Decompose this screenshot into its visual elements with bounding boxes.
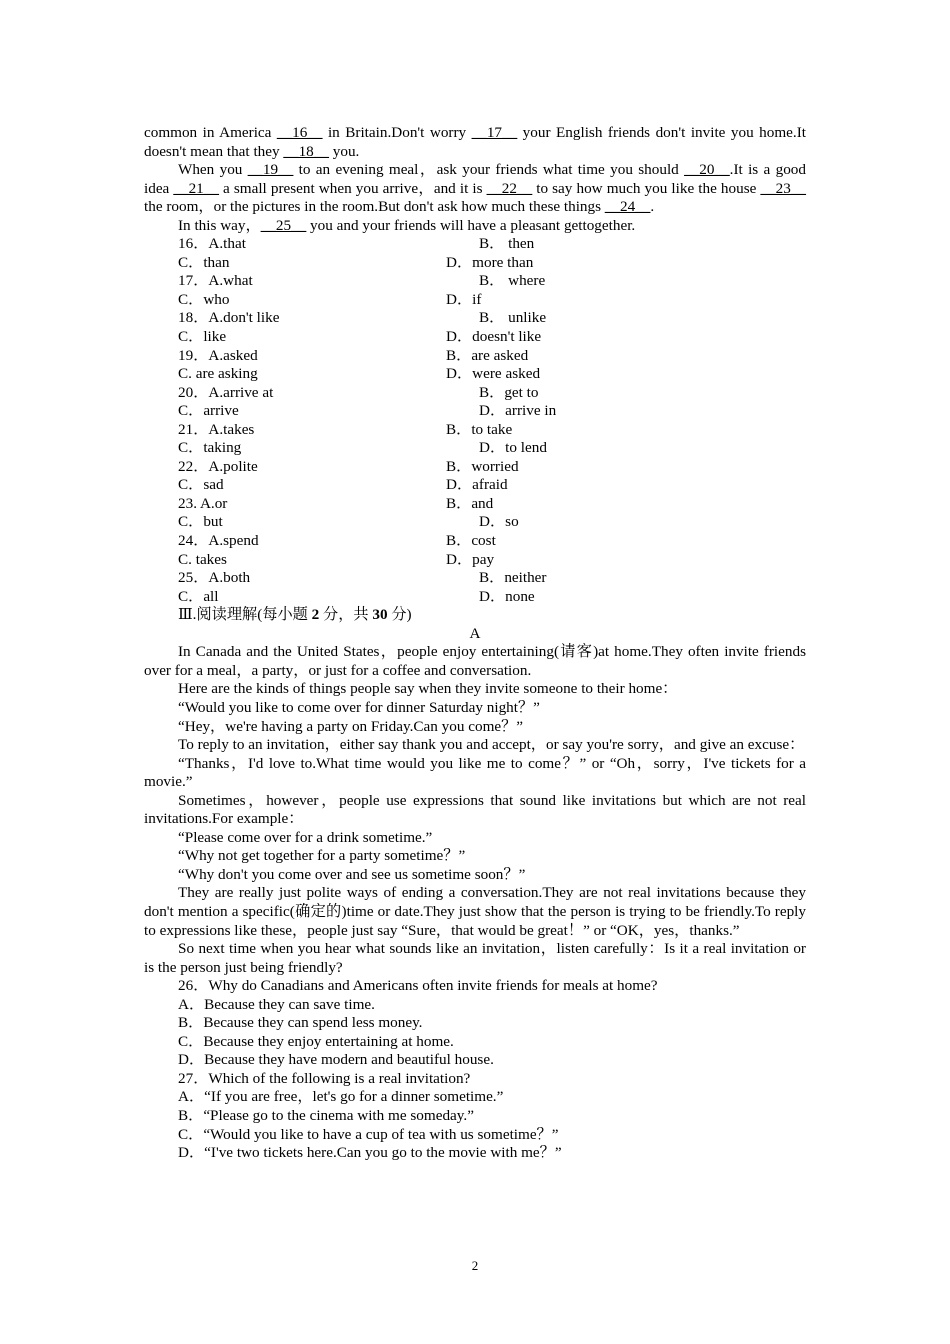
option-right: D．pay [446,550,495,568]
blank-24: __24__ [604,198,651,216]
text: you and your friends will have a pleasant gettogether. [306,216,636,234]
text: .It is a good idea [144,161,806,197]
question-option: D．Because they have modern and beautiful house. [178,1051,494,1069]
cloze-options [144,235,806,606]
reading-paragraph: Sometimes，however，people use expressions that sound like invitations but which are not real invitations.For example： [144,791,806,828]
option-row [144,458,806,477]
option-left: 23. A.or [178,494,228,512]
option-right: D．if [446,290,482,308]
option-right: D．to lend [479,439,547,457]
option-left: 25．A.both [178,569,251,587]
cloze-paragraph-2 [144,161,806,217]
question-option: A．“If you are free，let's go for a dinner sometime.” [178,1088,504,1106]
text: 30 [372,606,388,624]
option-right: D．none [479,587,535,605]
text: common in America [144,124,277,141]
reading-paragraph: To reply to an invitation，either say thank you and accept，or say you're sorry，and give an excuse： [178,736,805,754]
text: to say how much you like the house [532,179,761,197]
option-left: 20．A.arrive at [178,383,274,401]
text: . [650,198,655,216]
text: in Britain.Don't worry [322,124,472,141]
option-right: B．are asked [446,346,529,364]
blank-25: __25__ [260,216,307,234]
blank-22: __22__ [486,179,533,197]
reading-paragraph: “Why not get together for a party sometime？” [178,847,466,865]
option-row [144,513,806,532]
blank-20: __20__ [684,161,730,179]
option-right: B．to take [446,420,513,438]
option-left: 16．A.that [178,235,246,253]
section-heading [144,606,806,625]
option-left: C．but [178,513,223,531]
option-left: 21．A.takes [178,420,255,438]
blank-18: __18__ [283,142,329,160]
option-left: 17．A.what [178,272,253,290]
text: Ⅲ.阅读理解(每小题 [178,606,312,624]
cloze-paragraph-3 [144,217,806,236]
reading-paragraph: They are really just polite ways of ending a conversation.They are not real invitations because they don't mention a specific(确定的)time or date.They just show that the person is trying to be friendly.To reply to expressions like these，people just say “Sure，that would be great！” or “OK，yes，thanks.” [144,884,806,939]
option-right: D．were asked [446,365,541,383]
text: When you [178,161,248,179]
option-row [144,365,806,384]
reading-paragraph: “Why don't you come over and see us sometime soon？” [178,865,526,883]
option-right: B．get to [479,383,539,401]
option-row [144,588,806,607]
text: your English friends don't invite you home.It doesn't mean that they [144,124,806,160]
option-right: D．afraid [446,476,508,494]
question-option: C．Because they enjoy entertaining at home. [178,1032,454,1050]
option-left: 18．A.don't like [178,309,280,327]
option-left: 22．A.polite [178,457,258,475]
blank-16: __16__ [276,124,323,141]
option-right: D．more than [446,253,534,271]
question-option: B．“Please go to the cinema with me someday.” [178,1106,474,1124]
option-row [144,439,806,458]
text: you. [328,142,360,160]
blank-23: __23__ [760,179,806,197]
text: 2 [311,606,320,624]
option-left: 24．A.spend [178,532,259,550]
question-option: B．Because they can spend less money. [178,1014,423,1032]
option-right: D．doesn't like [446,328,542,346]
option-row [144,402,806,421]
option-left: C. takes [178,550,227,568]
option-right: B．and [446,494,494,512]
text: In this way， [178,216,261,234]
reading-paragraph: So next time when you hear what sounds like an invitation，listen carefully：Is it a real invitation or is the person just being friendly? [144,940,806,976]
question-stem: 26．Why do Canadians and Americans often invite friends for meals at home? [178,977,658,995]
option-row [144,421,806,440]
document-page [144,124,806,1163]
reading-paragraph: “Hey，we're having a party on Friday.Can you come？” [178,717,524,735]
text: 分) [387,606,412,624]
passage-label: A [469,624,481,642]
option-right: B． then [479,235,535,253]
option-row [144,272,806,291]
option-row [144,495,806,514]
option-row [144,291,806,310]
option-right: B．cost [446,532,496,550]
question-option: C．“Would you like to have a cup of tea with us sometime？” [178,1125,559,1143]
option-right: B． where [479,272,546,290]
reading-paragraph: “Thanks，I'd love to.What time would you like me to come？” or “Oh，sorry，I've tickets for a movie.” [144,754,806,791]
reading-paragraph: In Canada and the United States，people enjoy entertaining(请客)at home.They often invite friends over for a meal，a party，or just for a coffee and conversation. [144,643,806,679]
option-right: B． unlike [479,309,547,327]
option-left: C．like [178,328,227,346]
blank-21: __21__ [173,179,219,197]
option-right: B．neither [479,569,547,587]
option-right: B．worried [446,457,519,475]
option-row [144,254,806,273]
option-row [144,569,806,588]
reading-paragraph: Here are the kinds of things people say when they invite someone to their home： [178,680,678,698]
text: to an evening meal，ask your friends what time you should [293,161,685,179]
option-row [144,384,806,403]
option-left: C．all [178,587,219,605]
text: the room，or the pictures in the room.But don't ask how much these things [144,198,605,216]
questions [144,977,806,1162]
question-option: D．“I've two tickets here.Can you go to the movie with me？” [178,1144,562,1162]
reading-paragraph: “Please come over for a drink sometime.” [178,828,433,846]
question-stem: 27．Which of the following is a real invitation? [178,1069,471,1087]
text: 分，共 [319,606,373,624]
option-left: C. are asking [178,365,258,383]
option-left: C．who [178,290,230,308]
option-left: C．sad [178,476,224,494]
option-left: C．taking [178,439,242,457]
option-left: C．than [178,253,230,271]
option-row [144,347,806,366]
option-right: D．arrive in [479,402,557,420]
text: a small present when you arrive，and it is [218,179,487,197]
option-row [144,328,806,347]
blank-17: __17__ [471,124,518,141]
page-number: 2 [471,1258,479,1273]
question-option: A．Because they can save time. [178,995,375,1013]
reading-paragraph: “Would you like to come over for dinner Saturday night？” [178,698,540,716]
option-row [144,532,806,551]
option-row [144,309,806,328]
option-row [144,551,806,570]
option-row [144,476,806,495]
option-left: C．arrive [178,402,239,420]
option-left: 19．A.asked [178,346,258,364]
blank-19: __19__ [247,161,294,179]
option-right: D．so [479,513,519,531]
cloze-paragraph-1 [144,124,806,161]
option-row [144,235,806,254]
